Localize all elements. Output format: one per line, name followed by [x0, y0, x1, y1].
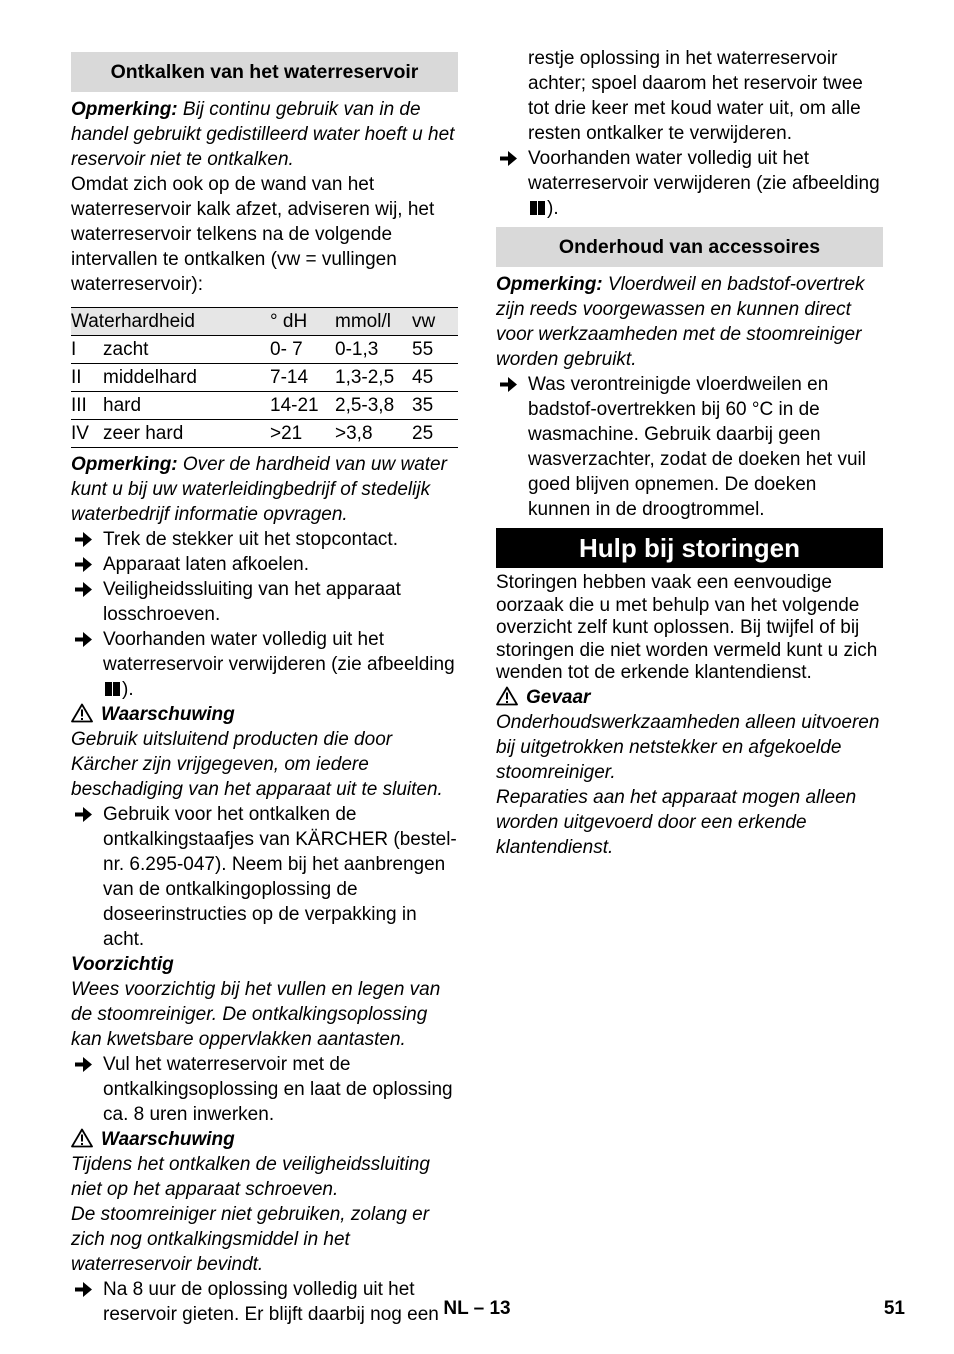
- note-accessories: [496, 272, 883, 372]
- troubleshooting-intro: Storingen hebben vaak een eenvoudige oorzaak die u met behulp van het volgende overzicht zelf kunt oplossen. Bij twijfel of bij storingen die niet worden vermeld kunt u zich wenden tot de erkende klantendienst.: [496, 572, 878, 683]
- row-dh: 14-21: [270, 392, 335, 420]
- step-text-end: ).: [122, 679, 134, 700]
- warning-text: De stoomreiniger niet gebruiken, zolang er zich nog ontkalkingsmiddel in het waterreservoir bevindt.: [71, 1204, 430, 1275]
- row-mmol: 1,3-2,5: [335, 364, 412, 392]
- row-class: IV: [71, 420, 103, 448]
- step-text: Was verontreinigde vloerdweilen en badstof-overtrekken bij 60 °C in de wasmachine. Gebruik daarbij geen wasverzachter, zodat de doeken het vuil goed blijven opnemen. De doeken kunnen in de droogtrommel.: [528, 374, 866, 520]
- caution-heading: Voorzichtig: [71, 954, 174, 975]
- step-text-end: ).: [547, 198, 559, 219]
- page-number: 51: [883, 1298, 905, 1319]
- step-empty-reservoir: [496, 146, 883, 221]
- table-row: [71, 392, 458, 420]
- danger-heading: [496, 685, 883, 710]
- row-dh: 7-14: [270, 364, 335, 392]
- arrow-right-icon: [498, 372, 520, 397]
- section-heading-accessories: Onderhoud van accessoires: [496, 227, 883, 267]
- step-cool-down: [71, 552, 458, 577]
- intro-paragraph: Omdat zich ook op de wand van het waterreservoir kalk afzet, adviseren wij, het waterreservoir telkens na de volgende intervallen te ontkalken (vw = vullingen waterreservoir):: [71, 174, 435, 295]
- right-column: [496, 46, 883, 860]
- table-row: [71, 420, 458, 448]
- arrow-right-icon: [73, 1052, 95, 1077]
- row-class: I: [71, 336, 103, 364]
- figure-reference-icon: [530, 201, 545, 215]
- step-fill-solution: [71, 1052, 458, 1127]
- row-label: hard: [103, 392, 270, 420]
- arrow-right-icon: [73, 527, 95, 552]
- step-text: Na 8 uur de oplossing volledig uit het reservoir gieten. Er blijft daarbij nog een: [103, 1279, 439, 1325]
- warning-heading: [71, 702, 458, 727]
- arrow-right-icon: [73, 577, 95, 602]
- warning-triangle-icon: [71, 703, 93, 723]
- table-row: [71, 364, 458, 392]
- row-mmol: 2,5-3,8: [335, 392, 412, 420]
- section-heading-troubleshooting: Hulp bij storingen: [496, 528, 883, 568]
- arrow-right-icon: [73, 552, 95, 577]
- danger-label: Gevaar: [526, 686, 591, 708]
- row-mmol: >3,8: [335, 420, 412, 448]
- step-text: Apparaat laten afkoelen.: [103, 554, 309, 575]
- warning-label: Waarschuwing: [101, 1129, 235, 1150]
- warning-text: Gebruik uitsluitend producten die door Kärcher zijn vrijgegeven, om iedere beschadiging van het apparaat uit te sluiten.: [71, 729, 443, 800]
- warning-label: Waarschuwing: [101, 704, 235, 725]
- row-vw: 45: [412, 364, 458, 392]
- step-unplug: [71, 527, 458, 552]
- step-text: Trek de stekker uit het stopcontact.: [103, 529, 398, 550]
- row-dh: >21: [270, 420, 335, 448]
- note-distilled-water: [71, 97, 458, 172]
- caution-text: Wees voorzichtig bij het vullen en legen van de stoomreiniger. De ontkalkingsoplossing kan kwetsbare oppervlakken aantasten.: [71, 979, 441, 1050]
- page-footer: [0, 1296, 954, 1326]
- table-row: [71, 336, 458, 364]
- figure-reference-icon: [105, 682, 120, 696]
- row-class: II: [71, 364, 103, 392]
- note-label: Opmerking:: [71, 454, 178, 475]
- row-vw: 25: [412, 420, 458, 448]
- step-text: Veiligheidssluiting van het apparaat losschroeven.: [103, 579, 401, 625]
- row-mmol: 0-1,3: [335, 336, 412, 364]
- row-label: zeer hard: [103, 420, 270, 448]
- note-text: Vloerdweil en badstof-overtrek zijn reeds voorgewassen en kunnen direct voor werkzaamheden met de stoomreiniger worden gebruikt.: [496, 274, 865, 370]
- danger-text: Onderhoudswerkzaamheden alleen uitvoeren bij uitgetrokken netstekker en afgekoelde stoomreiniger.: [496, 711, 880, 783]
- row-dh: 0- 7: [270, 336, 335, 364]
- arrow-right-icon: [73, 802, 95, 827]
- note-water-hardness: [71, 452, 458, 527]
- row-label: middelhard: [103, 364, 270, 392]
- row-vw: 55: [412, 336, 458, 364]
- note-text: Bij continu gebruik van in de handel gebruikt gedistilleerd water hoeft u het reservoir niet te ontkalken.: [71, 99, 455, 170]
- note-label: Opmerking:: [496, 274, 603, 295]
- section-heading-descaling: Ontkalken van het waterreservoir: [71, 52, 458, 92]
- arrow-right-icon: [498, 146, 520, 171]
- step-text: Gebruik voor het ontkalken de ontkalkingstaafjes van KÄRCHER (bestel-nr. 6.295-047). Neem bij het aanbrengen van de ontkalkingoplossing de doseerinstructies op de verpakking in acht.: [103, 804, 457, 950]
- footer-section-label: NL – 13: [443, 1298, 511, 1319]
- warning-heading: [71, 1127, 458, 1152]
- warning-triangle-icon: [496, 686, 518, 706]
- header-hardness: Waterhardheid: [71, 308, 270, 336]
- step-unscrew-cap: [71, 577, 458, 627]
- note-label: Opmerking:: [71, 99, 178, 120]
- row-vw: 35: [412, 392, 458, 420]
- danger-text: Reparaties aan het apparaat mogen alleen worden uitgevoerd door een erkende klantendienst.: [496, 786, 857, 858]
- step-text: Voorhanden water volledig uit het waterreservoir verwijderen (zie afbeelding: [103, 629, 455, 675]
- left-column: [71, 52, 458, 1327]
- step-continuation: restje oplossing in het waterreservoir achter; spoel daarom het reservoir twee tot drie keer met koud water uit, om alle resten ontkalker te verwijderen.: [528, 48, 863, 144]
- warning-text: Tijdens het ontkalken de veiligheidssluiting niet op het apparaat schroeven.: [71, 1154, 430, 1200]
- step-wash-cloths: [496, 372, 883, 522]
- header-vw: vw: [412, 308, 458, 336]
- row-label: zacht: [103, 336, 270, 364]
- table-header-row: [71, 308, 458, 336]
- water-hardness-table: [71, 307, 458, 448]
- step-empty-reservoir: [71, 627, 458, 702]
- arrow-right-icon: [73, 627, 95, 652]
- row-class: III: [71, 392, 103, 420]
- step-text: Vul het waterreservoir met de ontkalkingsoplossing en laat de oplossing ca. 8 uren inwerken.: [103, 1054, 453, 1125]
- header-mmol: mmol/l: [335, 308, 412, 336]
- header-dh: ° dH: [270, 308, 335, 336]
- step-text: Voorhanden water volledig uit het waterreservoir verwijderen (zie afbeelding: [528, 148, 880, 194]
- warning-triangle-icon: [71, 1128, 93, 1148]
- note-text: Over de hardheid van uw water kunt u bij uw waterleidingbedrijf of stedelijk waterbedrijf informatie opvragen.: [71, 454, 447, 525]
- step-descaling-sticks: [71, 802, 458, 952]
